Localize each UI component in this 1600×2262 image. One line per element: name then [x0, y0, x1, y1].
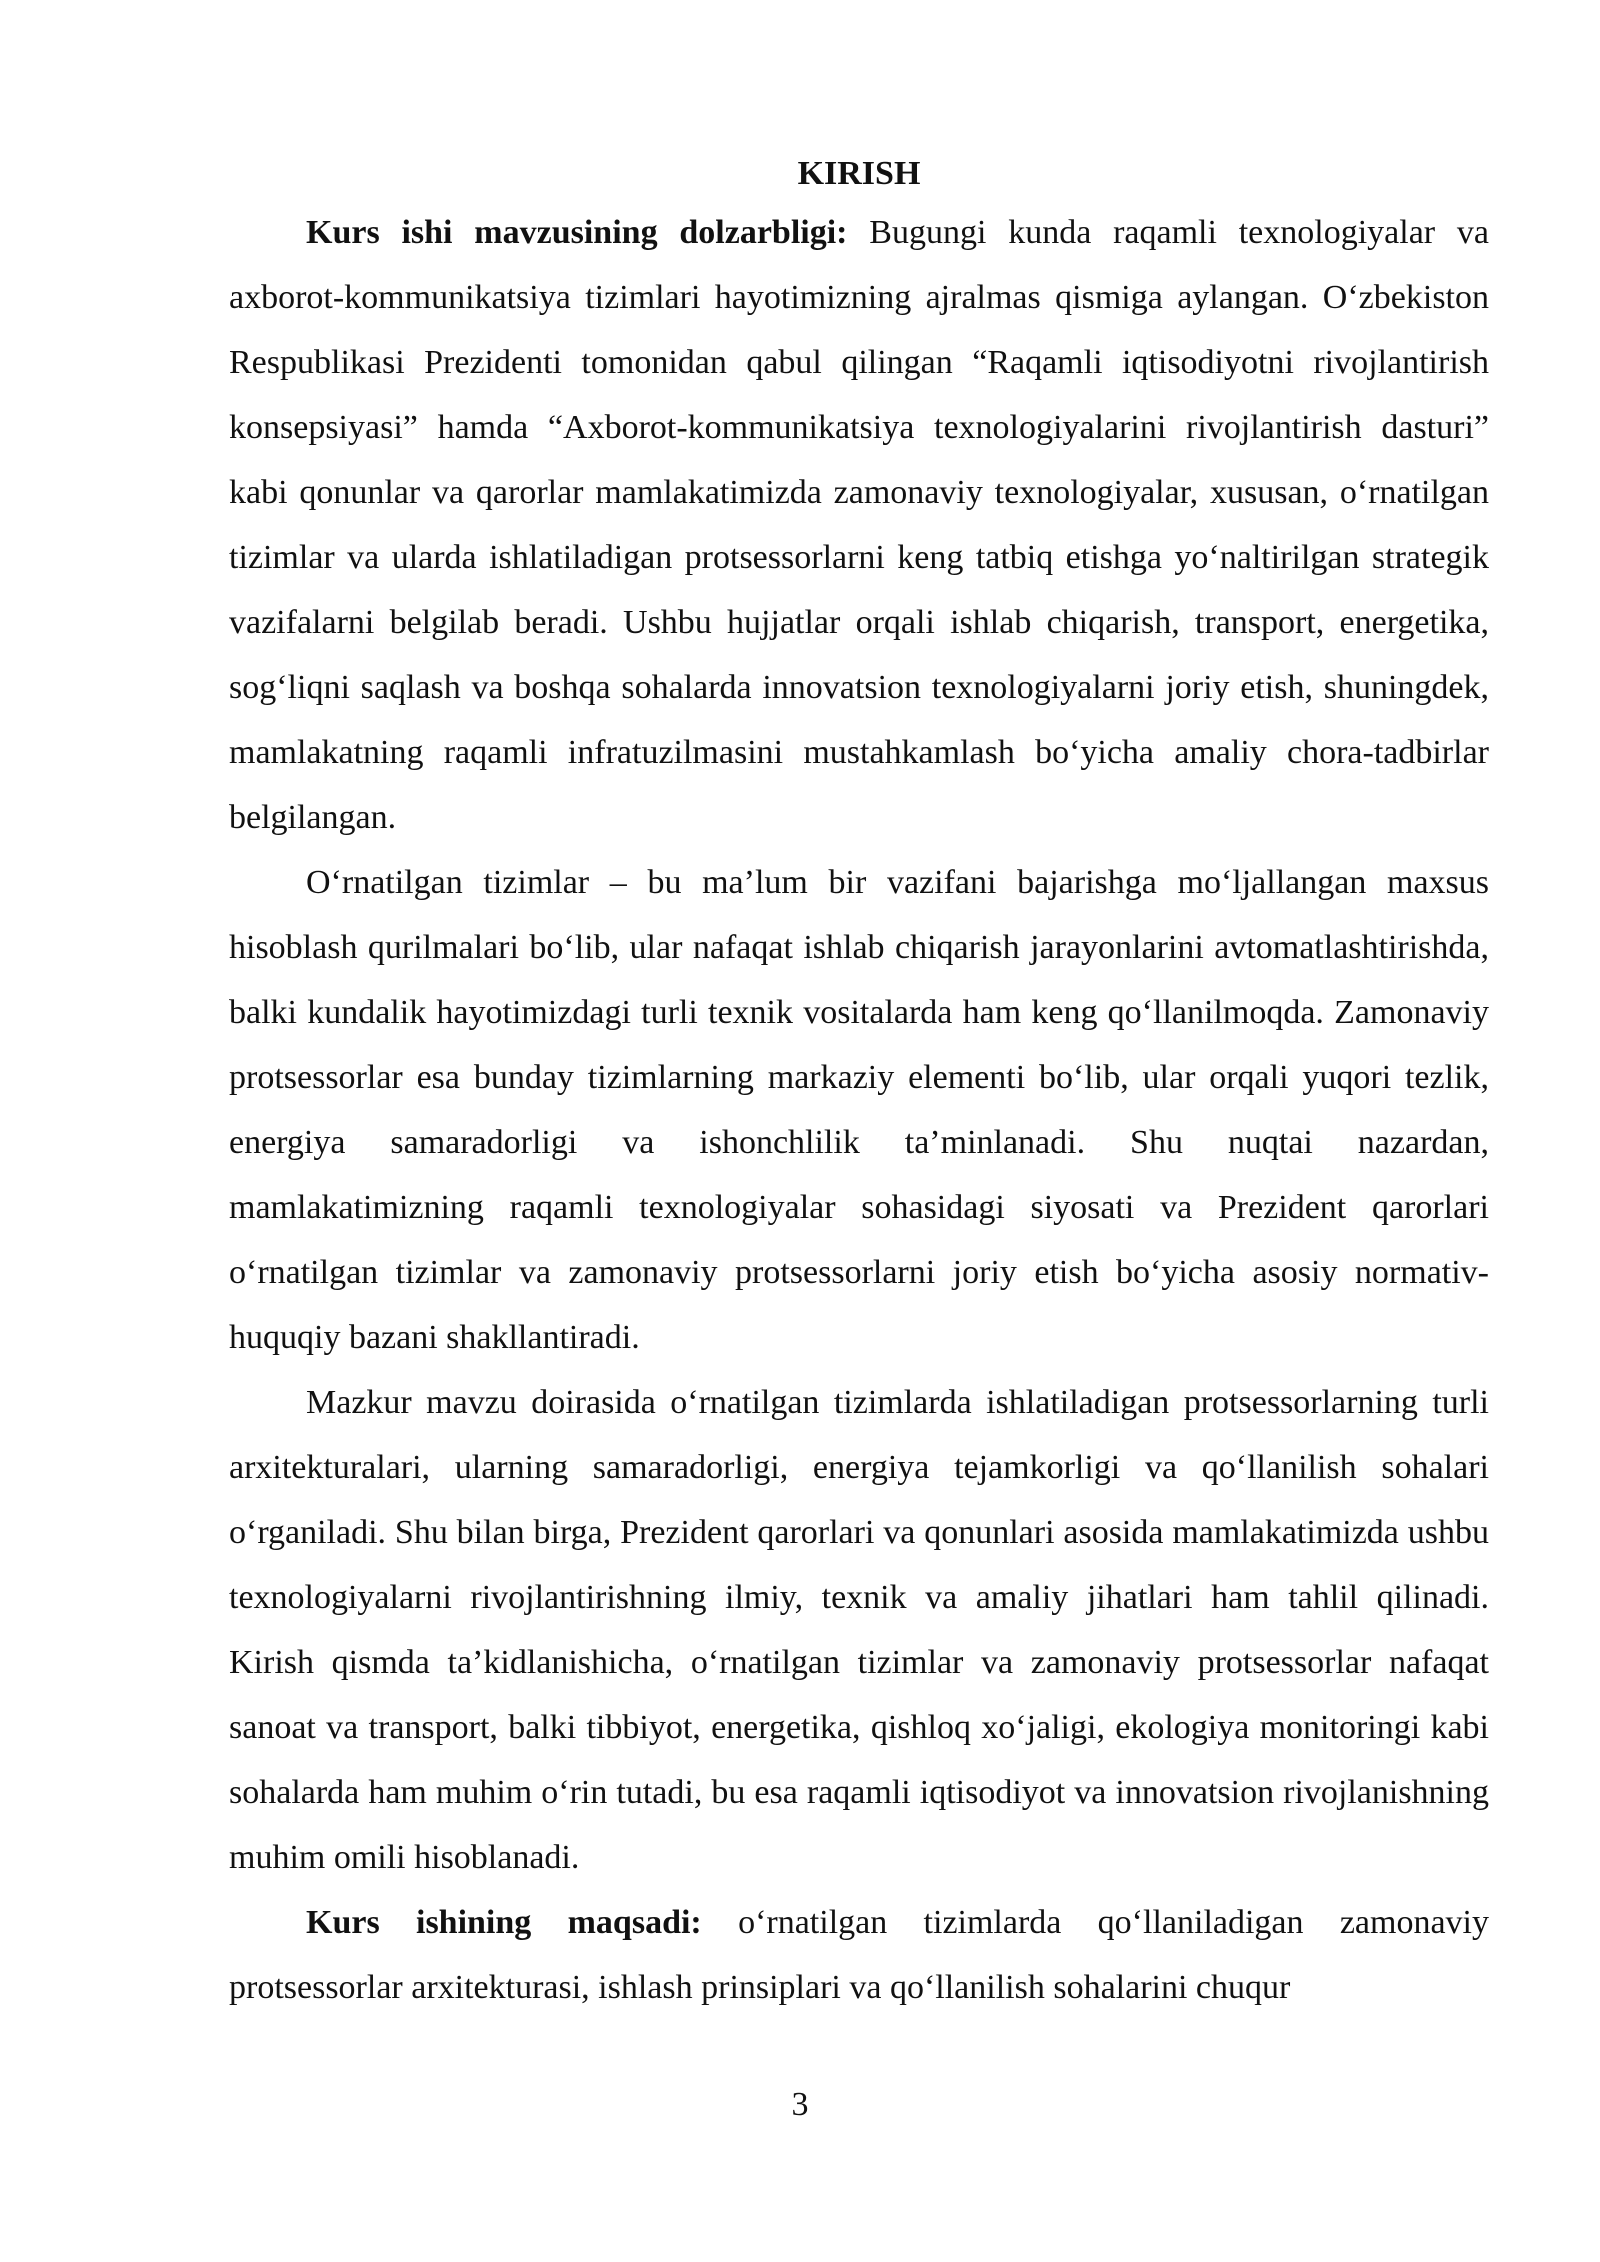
- paragraph-body-goal: o‘rnatilgan tizimlarda qo‘llaniladigan zamonaviy protsessorlar arxitekturasi, ishlash prinsiplari va qo‘llanilish sohalarini chuqur: [229, 1904, 1489, 2006]
- paragraph-relevance: [229, 200, 1489, 850]
- paragraph-body-embedded-systems: O‘rnatilgan tizimlar – bu ma’lum bir vazifani bajarishga mo‘ljallangan maxsus hisoblash qurilmalari bo‘lib, ular nafaqat ishlab chiqarish jarayonlarini avtomatlashtirishda, balki kundalik hayotimizdagi turli texnik vositalarda ham keng qo‘llanilmoqda. Zamonaviy protsessorlar esa bunday tizimlarning markaziy elementi bo‘lib, ular orqali yuqori tezlik, energiya samaradorligi va ishonchlilik ta’minlanadi. Shu nuqtai nazardan, mamlakatimizning raqamli texnologiyalar sohasidagi siyosati va Prezident qarorlari o‘rnatilgan tizimlar va zamonaviy protsessorlarni joriy etish bo‘yicha asosiy normativ-huquqiy bazani shakllantiradi.: [229, 864, 1489, 1356]
- document-page: [229, 148, 1489, 2020]
- paragraph-scope: [229, 1370, 1489, 1890]
- paragraph-lead-relevance: Kurs ishi mavzusining dolzarbligi:: [306, 214, 848, 251]
- page-number: 3: [791, 2086, 809, 2123]
- paragraph-body-relevance: Bugungi kunda raqamli texnologiyalar va axborot-kommunikatsiya tizimlari hayotimizning ajralmas qismiga aylangan. O‘zbekiston Respublikasi Prezidenti tomonidan qabul qilingan “Raqamli iqtisodiyotni rivojlantirish konsepsiyasi” hamda “Axborot-kommunikatsiya texnologiyalarini rivojlantirish dasturi” kabi qonunlar va qarorlar mamlakatimizda zamonaviy texnologiyalar, xususan, o‘rnatilgan tizimlar va ularda ishlatiladigan protsessorlarni keng tatbiq etishga yo‘naltirilgan strategik vazifalarni belgilab beradi. Ushbu hujjatlar orqali ishlab chiqarish, transport, energetika, sog‘liqni saqlash va boshqa sohalarda innovatsion texnologiyalarni joriy etish, shuningdek, mamlakatning raqamli infratuzilmasini mustahkamlash bo‘yicha amaliy chora-tadbirlar belgilangan.: [229, 214, 1489, 836]
- paragraph-body-scope: Mazkur mavzu doirasida o‘rnatilgan tizimlarda ishlatiladigan protsessorlarning turli arxitekturalari, ularning samaradorligi, energiya tejamkorligi va qo‘llanilish sohalari o‘rganiladi. Shu bilan birga, Prezident qarorlari va qonunlari asosida mamlakatimizda ushbu texnologiyalarni rivojlantirishning ilmiy, texnik va amaliy jihatlari ham tahlil qilinadi. Kirish qismda ta’kidlanishicha, o‘rnatilgan tizimlar va zamonaviy protsessorlar nafaqat sanoat va transport, balki tibbiyot, energetika, qishloq xo‘jaligi, ekologiya monitoringi kabi sohalarda ham muhim o‘rin tutadi, bu esa raqamli iqtisodiyot va innovatsion rivojlanishning muhim omili hisoblanadi.: [229, 1384, 1489, 1876]
- paragraph-embedded-systems: [229, 850, 1489, 1370]
- section-title: KIRISH: [797, 155, 921, 192]
- paragraph-goal: [229, 1890, 1489, 2020]
- paragraph-lead-goal: Kurs ishining maqsadi:: [306, 1904, 702, 1941]
